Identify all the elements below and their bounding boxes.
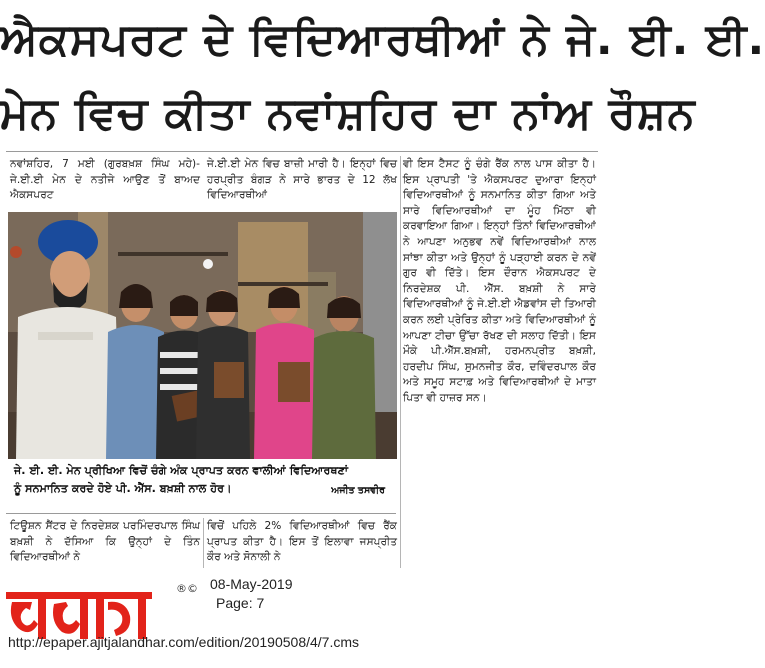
article-text: ਵਿਚੋਂ ਪਹਿਲੇ 2% ਵਿਦਿਆਰਥੀਆਂ ਵਿਚ ਰੈਂਕ ਪ੍ਰਾਪਤ ਕੀਤਾ ਹੈ। ਇਸ ਤੋਂ ਇਲਾਵਾ ਜਸਪ੍ਰੀਤ ਕੌਰ ਅਤੇ ਸੋਨਾਲੀ ਨੇ [207, 520, 397, 564]
photo-caption [8, 461, 397, 511]
article-column-2-top [207, 157, 397, 207]
article-column-2-bottom [207, 519, 397, 567]
source-url: http://epaper.ajitjalandhar.com/edition/20190508/4/7.cms [8, 634, 360, 650]
article-text: ਵੀ ਇਸ ਟੈਸਟ ਨੂੰ ਚੰਗੇ ਰੈਂਕ ਨਾਲ ਪਾਸ ਕੀਤਾ ਹੈ। ਇਸ ਪ੍ਰਾਪਤੀ 'ਤੇ ਐਕਸਪਰਟ ਦੁਆਰਾ ਇਨ੍ਹਾਂ ਵਿਦਿਆਰਥੀਆਂ ਨੂੰ ਸਨਮਾਨਿਤ ਕੀਤਾ ਗਿਆ ਅਤੇ ਸਾਰੇ ਵਿਦਿਆਰਥੀਆਂ ਦਾ ਮੂੰਹ ਮਿੱਠਾ ਵੀ ਕਰਵਾਇਆ ਗਿਆ। ਇਨ੍ਹਾਂ ਤਿੰਨਾਂ ਵਿਦਿਆਰਥੀਆਂ ਨੇ ਆਪਣਾ ਅਨੁਭਵ ਨਵੇਂ ਵਿਦਿਆਰਥੀਆਂ ਨਾਲ ਸਾਂਝਾ ਕੀਤਾ ਅਤੇ ਉਨ੍ਹਾਂ ਨੂੰ ਪੜ੍ਹਾਈ ਕਰਨ ਦੇ ਨਵੇਂ ਗੁਰ ਵੀ ਦਿੱਤੇ। ਇਸ ਦੌਰਾਨ ਐਕਸਪਰਟ ਦੇ ਨਿਰਦੇਸ਼ਕ ਪੀ. ਐੱਸ. ਬਖ਼ਸ਼ੀ ਨੇ ਸਾਰੇ ਵਿਦਿਆਰਥੀਆਂ ਨੂੰ ਜੇ.ਈ.ਈ ਐਡਵਾਂਸ ਦੀ ਤਿਆਰੀ ਕਰਨ ਲਈ ਪ੍ਰੇਰਿਤ ਕੀਤਾ ਅਤੇ ਵਿਦਿਆਰਥੀਆਂ ਨੂੰ ਆਪਣਾ ਟੀਚਾ ਉੱਚਾ ਰੱਖਣ ਦੀ ਸਲਾਹ ਦਿੱਤੀ। ਇਸ ਮੌਕੇ ਪੀ.ਐੱਸ.ਬਖ਼ਸ਼ੀ, ਹਰਮਨਪ੍ਰੀਤ ਬਖ਼ਸ਼ੀ, ਹਰਦੀਪ ਸਿੰਘ, ਸੁਮਨਜੀਤ ਕੌਰ, ਦਵਿੰਦਰਪਾਲ ਕੌਰ ਅਤੇ ਸਮੂਹ ਸਟਾਫ਼ ਅਤੇ ਵਿਦਿਆਰਥੀਆਂ ਦੇ ਮਾਤਾ ਪਿਤਾ ਵੀ ਹਾਜ਼ਰ ਸਨ। [403, 158, 596, 404]
caption-line-1: ਜੇ. ਈ. ਈ. ਮੇਨ ਪ੍ਰੀਖਿਆ ਵਿਚੋਂ ਚੰਗੇ ਅੰਕ ਪ੍ਰਾਪਤ ਕਰਨ ਵਾਲੀਆਂ ਵਿਦਿਆਰਥਣਾਂ [14, 464, 349, 477]
headline-line-2: ਮੇਨ ਵਿਚ ਕੀਤਾ ਨਵਾਂਸ਼ਹਿਰ ਦਾ ਨਾਂਅ ਰੌਸ਼ਨ [0, 88, 696, 139]
news-photo [8, 212, 397, 459]
column-divider [203, 518, 204, 568]
headline-line-1: ਐਕਸਪਰਟ ਦੇ ਵਿਦਿਆਰਥੀਆਂ ਨੇ ਜੇ. ਈ. ਈ. [0, 14, 765, 65]
photo-credit: ਅਜੀਤ ਤਸਵੀਰ [331, 485, 385, 496]
edition-date: 08-May-2019 [210, 576, 293, 592]
article-column-1-bottom [10, 519, 200, 567]
article-column-1-top [10, 157, 200, 207]
headline-rule [6, 151, 598, 152]
article-text: ਜੇ.ਈ.ਈ ਮੇਨ ਵਿਚ ਬਾਜ਼ੀ ਮਾਰੀ ਹੈ। ਇਨ੍ਹਾਂ ਵਿਚ ਹਰਪ੍ਰੀਤ ਬੰਗੜ ਨੇ ਸਾਰੇ ਭਾਰਤ ਦੇ 12 ਲੱਖ ਵਿਦਿਆਰਥੀਆਂ [207, 158, 397, 202]
caption-line-2: ਨੂੰ ਸਨਮਾਨਿਤ ਕਰਦੇ ਹੋਏ ਪੀ. ਐੱਸ. ਬਖ਼ਸ਼ੀ ਨਾਲ ਹੋਰ। [14, 482, 232, 495]
caption-rule [6, 513, 396, 514]
news-photo-image [8, 212, 397, 459]
page-number: Page: 7 [216, 595, 265, 611]
registered-mark: ®© [176, 582, 198, 595]
article-column-3 [403, 157, 596, 565]
column-divider [400, 156, 401, 568]
article-text: ਨਵਾਂਸ਼ਹਿਰ, 7 ਮਈ (ਗੁਰਬਖ਼ਸ਼ ਸਿੰਘ ਮਹੇ)- ਜੇ.ਈ.ਈ ਮੇਨ ਦੇ ਨਤੀਜੇ ਆਉਣ ਤੋਂ ਬਾਅਦ ਐਕਸਪਰਟ [10, 158, 200, 202]
article-text: ਟਿਊਸ਼ਨ ਸੈਂਟਰ ਦੇ ਨਿਰਦੇਸ਼ਕ ਪਰਮਿੰਦਰਪਾਲ ਸਿੰਘ ਬਖ਼ਸ਼ੀ ਨੇ ਦੱਸਿਆ ਕਿ ਉਨ੍ਹਾਂ ਦੇ ਤਿੰਨ ਵਿਦਿਆਰਥੀਆਂ ਨੇ [10, 520, 200, 564]
